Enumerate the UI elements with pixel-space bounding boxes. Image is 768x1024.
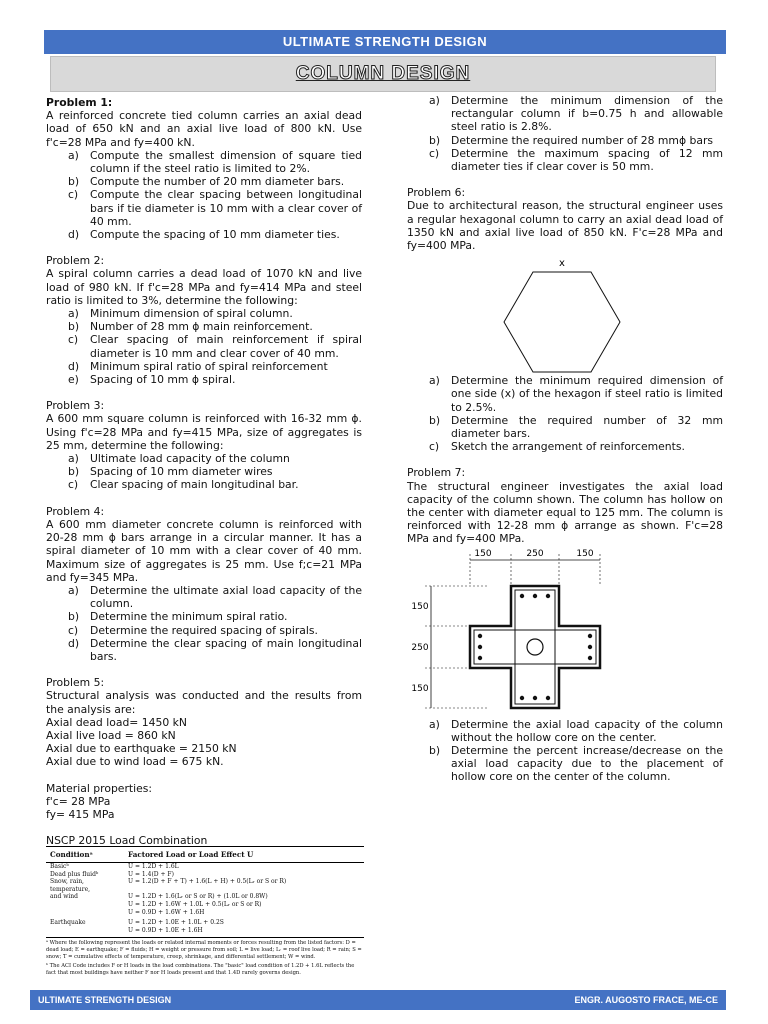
problem-2-title: Problem 2: — [46, 254, 105, 268]
list-item: e) Spacing of 10 mm ϕ spiral. — [68, 373, 236, 387]
problem-2-text: A spiral column carries a dead load of 1070 kN and live load of 980 kN. If f'c=28 MPa and fy=414 MPa and steel ratio is limited to 3%, determine the following: — [46, 267, 362, 307]
problem-5-text: Structural analysis was conducted and the results from the analysis are: — [46, 689, 362, 716]
header-bar-title: ULTIMATE STRENGTH DESIGN — [282, 34, 488, 49]
problem-3 — [46, 399, 362, 491]
problem-1-list — [46, 149, 362, 241]
problem-6-title: Problem 6: — [407, 186, 466, 200]
list-item: a) Determine the minimum dimension of the rectangular column if b=0.75 h and allowable steel ratio is 2.8%. — [429, 94, 723, 134]
load-line: Axial due to earthquake = 2150 kN — [46, 742, 237, 756]
problem-3-title: Problem 3: — [46, 399, 105, 413]
list-item: d) Compute the spacing of 10 mm diameter ties. — [68, 228, 340, 242]
problem-6-text: Due to architectural reason, the structural engineer uses a regular hexagonal column to carry an axial dead load of 1350 kN and axial live load of 850 kN. F'c=28 MPa and fy=400 MPa. — [407, 199, 723, 253]
hexagon-side-label: x — [559, 258, 565, 270]
problem-1-text: A reinforced concrete tied column carries an axial dead load of 650 kN and an axial live load of 800 kN. Use f'c=28 MPa and fy=400 kN. — [46, 109, 362, 149]
list-item: c) Clear spacing of main reinforcement if spiral diameter is 10 mm and clear cover of 40 mm. — [68, 333, 362, 360]
dim-top-2: 250 — [526, 548, 544, 559]
header-bar — [44, 30, 726, 54]
list-item: d) Determine the clear spacing of main longitudinal bars. — [68, 636, 362, 663]
hollow-core — [527, 639, 543, 655]
page-title-box — [50, 56, 716, 92]
list-item: c) Sketch the arrangement of reinforcements. — [429, 440, 685, 454]
list-item: b) Number of 28 mm ϕ main reinforcement. — [68, 320, 313, 334]
load-line: Axial dead load= 1450 kN — [46, 715, 188, 729]
list-item: a) Ultimate load capacity of the column — [68, 452, 290, 466]
list-item: b) Spacing of 10 mm diameter wires — [68, 465, 273, 479]
list-item: b) Determine the required number of 32 mm diameter bars. — [429, 413, 723, 441]
list-item: b) Determine the required number of 28 mmϕ bars — [429, 133, 714, 147]
problem-4 — [46, 505, 362, 663]
hexagon-figure — [407, 252, 723, 374]
table-row: U = 0.9D + 1.0E + 1.6H — [128, 926, 203, 934]
table-row: Basicᵇ U = 1.2D + 1.6L — [50, 863, 179, 870]
problem-7 — [407, 466, 723, 783]
material-line: f'c= 28 MPa — [46, 794, 111, 808]
problem-5-title: Problem 5: — [46, 676, 105, 690]
footer-bar — [30, 990, 726, 1010]
problem-2 — [46, 254, 362, 386]
dim-top-3: 150 — [576, 548, 594, 559]
list-item: a) Minimum dimension of spiral column. — [68, 307, 293, 321]
problem-1 — [46, 96, 362, 241]
cross-column-diagram — [407, 546, 723, 718]
list-item: c) Compute the clear spacing between longitudinal bars if tie diameter is 10 mm with a clear cover of 40 mm. — [68, 188, 362, 228]
problem-5-list — [407, 94, 723, 173]
problem-2-list — [46, 307, 362, 386]
table-row: Dead plus fluidᵇ U = 1.4(D + F) — [50, 870, 174, 878]
problem-6 — [407, 186, 723, 453]
hexagon-shape — [504, 272, 620, 372]
problem-7-text: The structural engineer investigates the axial load capacity of the column shown. The column has hollow on the center with diameter equal to 125 mm. The column is reinforced with 12-28 mm ϕ arrange as shown. F'c=28 MPa and fy=400 MPa. — [407, 479, 723, 546]
table-row: U = 0.9D + 1.6W + 1.6H — [128, 908, 205, 916]
page-title: COLUMN DESIGN — [295, 63, 471, 84]
nscp-title: NSCP 2015 Load Combination — [46, 834, 208, 848]
problem-5 — [46, 676, 362, 847]
list-item: c) Determine the required spacing of spirals. — [68, 623, 318, 637]
footer-left: ULTIMATE STRENGTH DESIGN — [38, 995, 172, 1005]
load-line: Axial due to wind load = 675 kN. — [46, 755, 224, 769]
problem-1-title: Problem 1: — [46, 96, 113, 109]
hexagon-diagram — [407, 252, 723, 374]
problem-6-list — [407, 374, 723, 453]
table-row: Snow, rain, temperature, U = 1.2(D + F + T) + 1.6(L + H) + 0.5(Lᵣ or S or R) — [50, 878, 287, 893]
left-column — [46, 96, 362, 847]
right-column — [407, 94, 723, 784]
list-item: a) Determine the axial load capacity of the column without the hollow core on the center. — [429, 717, 723, 744]
problem-4-text: A 600 mm diameter concrete column is reinforced with 20-28 mm ϕ bars arrange in a circular manner. It has a spiral diameter of 10 mm with a clear cover of 40 mm. Maximum size of aggregates is 25 mm. Use f;c=21 MPa and fy=345 MPa. — [46, 517, 362, 584]
list-item: c) Clear spacing of main longitudinal bar. — [68, 478, 299, 492]
problem-3-text: A 600 mm square column is reinforced with 16-32 mm ϕ. Using f'c=28 MPa and fy=415 MPa, size of aggregates is 25 mm, determine the following: — [46, 412, 362, 452]
list-item: b) Compute the number of 20 mm diameter bars. — [68, 175, 345, 189]
problem-4-list — [46, 584, 362, 663]
material-line: fy= 415 MPa — [46, 807, 115, 821]
material-title: Material properties: — [46, 781, 153, 795]
table-header-load: Factored Load or Load Effect U — [124, 847, 364, 863]
problem-7-list — [407, 718, 723, 784]
list-item: a) Determine the minimum required dimension of one side (x) of the hexagon if steel ratio is limited to 2.5%. — [429, 374, 723, 414]
list-item: a) Determine the ultimate axial load capacity of the column. — [68, 583, 362, 611]
table-header-condition: Conditionᵃ — [46, 847, 124, 863]
load-combination-table — [46, 846, 364, 977]
rebar-group — [478, 593, 592, 699]
table-note-2: ᵇ The ACI Code includes F or H loads in the load combinations. The "basic" load condition of 1.2D + 1.6L reflects the fact that most buildings have neither F nor H loads present and that 1.4D rarely governs design. — [46, 963, 355, 977]
cross-section-outline — [470, 586, 600, 708]
list-item: c) Determine the maximum spacing of 12 mm diameter ties if clear cover is 50 mm. — [429, 146, 723, 174]
dim-left-2: 250 — [411, 642, 429, 653]
table-row: Earthquake U = 1.2D + 1.0E + 1.0L + 0.2S — [50, 919, 224, 927]
list-item: b) Determine the percent increase/decrease on the axial load capacity due to the placement of hollow core on the center of the column. — [429, 744, 723, 784]
table-note-1: ᵃ Where the following represent the loads or related internal moments or forces resulting from the listed factors: D = dead load; E = earthquake; F = fluids; H = weight or pressure from soil; L = live load; Lᵣ = roof live load; R = rain; S = snow; T = cumulative effects of temperature, creep, shrinkage, and differential settlement; W = wind. — [46, 937, 364, 961]
cross-column-figure — [407, 546, 723, 718]
list-item: a) Compute the smallest dimension of square tied column if the steel ratio is limited to 2%. — [68, 148, 362, 176]
dim-left-3: 150 — [411, 683, 429, 694]
list-item: b) Determine the minimum spiral ratio. — [68, 610, 288, 624]
dim-left-1: 150 — [411, 601, 429, 612]
problem-7-title: Problem 7: — [407, 466, 466, 480]
table-row: U = 1.2D + 1.6W + 1.0L + 0.5(Lᵣ or S or R) — [128, 900, 262, 908]
dim-top-1: 150 — [474, 548, 492, 559]
load-line: Axial live load = 860 kN — [46, 728, 176, 742]
list-item: d) Minimum spiral ratio of spiral reinforcement — [68, 359, 328, 373]
problem-3-list — [46, 452, 362, 492]
footer-right: ENGR. AUGOSTO FRACE, ME-CE — [574, 995, 718, 1005]
table-row: and wind U = 1.2D + 1.6(Lᵣ or S or R) + (1.0L or 0.8W) — [50, 893, 268, 901]
problem-4-title: Problem 4: — [46, 504, 105, 518]
